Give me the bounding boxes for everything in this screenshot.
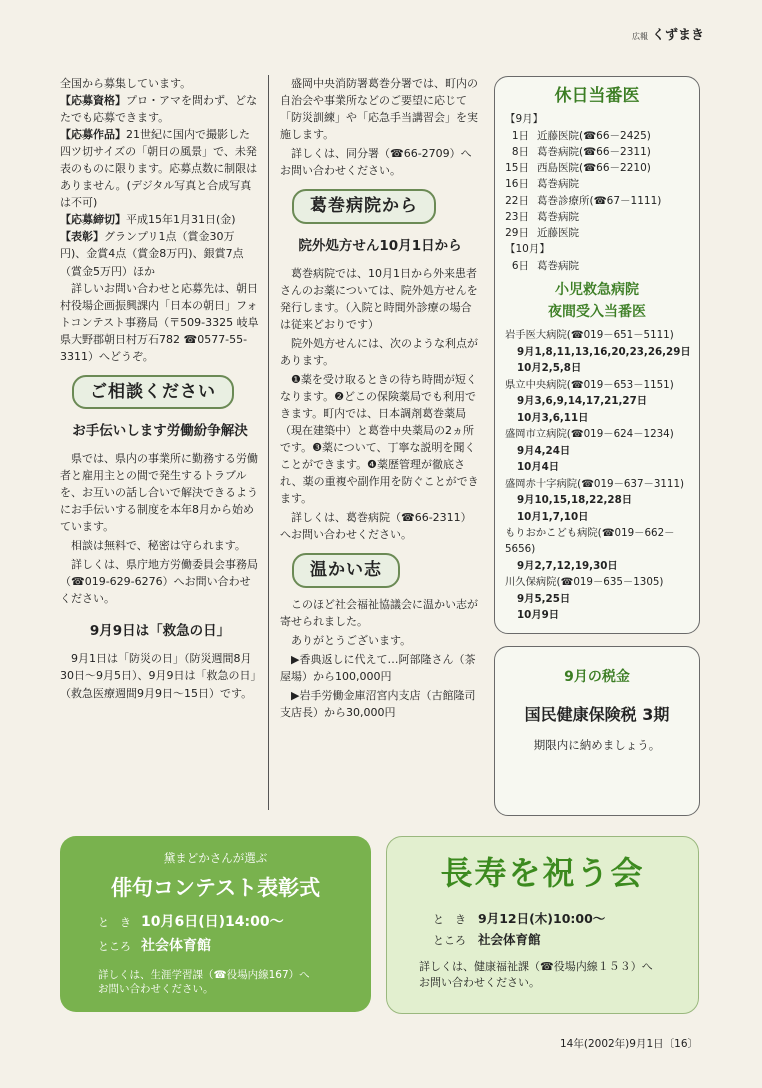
- column-divider: [268, 75, 269, 810]
- hospital-sep-dates: 9月1,8,11,13,16,20,23,26,29日: [517, 345, 691, 358]
- column-2: [280, 75, 480, 723]
- haiku-time-row: と き 10月6日(日)14:00～: [98, 914, 284, 931]
- bousai-paragraph: 詳しくは、同分署（☎66-2709）へお問い合わせください。: [280, 147, 472, 178]
- child-title-2: 夜間受入当番医: [548, 303, 646, 320]
- page-footer: 14年(2002年)9月1日〔16〕: [560, 1038, 698, 1050]
- hospital-sep-dates: 9月10,15,18,22,28日: [517, 494, 633, 507]
- contest-item: 【表彰】グランプリ1点（賞金30万円)、金賞4点（賞金8万円)、銀賞7点（賞金5万円）ほか: [60, 230, 244, 278]
- hospital-subheading: 院外処方せん10月1日から: [298, 237, 462, 254]
- duty-clinic: 葛巻病院: [537, 210, 579, 223]
- duty-clinic: 葛巻病院: [537, 259, 579, 272]
- duty-date: 1日: [511, 129, 529, 142]
- child-hospital: [495, 525, 699, 574]
- consult-paragraph: 詳しくは、県庁地方労働委員会事務局（☎019-629-6276）へお問い合わせください。: [60, 558, 258, 606]
- hospital-name: 盛岡市立病院(☎019－624－1234): [505, 428, 674, 441]
- duty-date: 8日: [511, 145, 529, 158]
- october-label: 【10月】: [505, 243, 550, 256]
- hospital-name: もりおかこども病院(☎019－662－5656): [505, 527, 675, 556]
- consult-heading: ご相談ください: [72, 375, 234, 409]
- hospital-name: 岩手医大病院(☎019－651－5111): [505, 329, 674, 342]
- duty-date: 29日: [505, 227, 529, 240]
- holiday-title: 休日当番医: [554, 86, 640, 106]
- hospital-oct-dates: 10月2,5,8日: [517, 362, 582, 375]
- haiku-note: 詳しくは、生涯学習課（☎役場内線167）へ お問い合わせください。: [98, 968, 310, 996]
- haiku-contest-box: [60, 836, 371, 1012]
- bousai-paragraph: 盛岡中央消防署葛巻分署では、町内の自治会や事業所などのご要望に応じて「防災訓練」や「応急手当講習会」を実施します。: [280, 77, 478, 142]
- warm-paragraph: このほど社会福祉協議会に温かい志が寄せられました。: [280, 597, 478, 628]
- longevity-place-row: ところ 社会体育館: [433, 931, 541, 947]
- hospital-oct-dates: 10月4日: [517, 461, 560, 474]
- masthead: [632, 26, 704, 46]
- warm-heading: 温かい志: [292, 553, 400, 587]
- haiku-place-row: ところ 社会体育館: [98, 938, 211, 955]
- kyukyu-paragraph: 9月1日は「防災の日」（防災週間8月30日～9月5日）、9月9日は「救急の日」（救急医療週間9月9日～15日）です。: [60, 652, 256, 700]
- child-hospital-list: [495, 327, 699, 623]
- tax-box: [494, 646, 700, 816]
- hospital-oct-dates: 10月9日: [517, 609, 560, 622]
- tax-note: 期限内に納めましょう。: [533, 738, 661, 753]
- longevity-note: 詳しくは、健康福祉課（☎役場内線１５３）へ お問い合わせください。: [419, 960, 653, 989]
- hospital-sep-dates: 9月5,25日: [517, 592, 571, 605]
- child-hospital: [495, 327, 699, 376]
- hospital-heading: 葛巻病院から: [292, 189, 436, 223]
- hospital-paragraph: ❶薬を受け取るときの待ち時間が短くなります。❷どこの保険薬局でも利用できます。町内では、日本調剤葛巻薬局（現在建築中）と葛巻中央薬局の2ヵ所です。❸薬について、丁寧な説明を聞くことができます。❹薬歴管理が徹底され、薬の重複や副作用を防ぐことができます。: [280, 372, 479, 506]
- duty-date: 6日: [511, 259, 529, 272]
- contest-contact: 詳しいお問い合わせと応募先は、朝日村役場企画振興課内「日本の朝日」フォトコンテスト事務局（〒509-3325 岐阜県大野郡朝日村万石782 ☎0577-55-3311）へどうぞ。: [60, 281, 259, 363]
- hospital-oct-dates: 10月3,6,11日: [517, 411, 589, 424]
- kyukyu-heading: 9月9日は「救急の日」: [89, 623, 231, 640]
- duty-row: [495, 160, 699, 176]
- hospital-name: 県立中央病院(☎019－653－1151): [505, 378, 674, 391]
- child-title-1: 小児救急病院: [555, 282, 639, 298]
- duty-row: [495, 225, 699, 241]
- longevity-title: 長寿を祝う会: [440, 854, 645, 892]
- hospital-paragraph: 院外処方せんには、次のような利点があります。: [280, 336, 478, 367]
- longevity-box: [386, 836, 699, 1014]
- hospital-name: 川久保病院(☎019－635－1305): [505, 576, 664, 589]
- tax-main: 国民健康保険税 3期: [524, 704, 670, 724]
- hospital-name: 盛岡赤十字病院(☎019－637－3111): [505, 477, 685, 490]
- warm-paragraph: ありがとうございます。: [291, 633, 412, 647]
- duty-row: [495, 209, 699, 225]
- hospital-sep-dates: 9月3,6,9,14,17,21,27日: [517, 395, 648, 408]
- september-list: [495, 128, 699, 242]
- duty-row: [495, 144, 699, 160]
- child-hospital: [495, 426, 699, 475]
- contest-item: 【応募締切】平成15年1月31日(金): [60, 213, 236, 227]
- warm-paragraph: ▶岩手労働金庫沼宮内支店（古館隆司支店長）から30,000円: [280, 688, 476, 719]
- consult-paragraph: 相談は無料で、秘密は守られます。: [71, 539, 246, 553]
- hospital-paragraph: 詳しくは、葛巻病院（☎66-2311）へお問い合わせください。: [280, 511, 472, 542]
- tax-title: 9月の税金: [564, 669, 630, 685]
- duty-clinic: 葛巻診療所(☎67－1111): [537, 194, 662, 207]
- child-hospital: [495, 476, 699, 525]
- consult-paragraph: 県では、県内の事業所に勤務する労働者と雇用主との間で発生するトラブルを、お互いの話し合いで解決できるようにお手伝いする制度を本年8月から始めています。: [60, 452, 258, 534]
- masthead-title: くずまき: [651, 28, 704, 43]
- holiday-doctor-box: [494, 76, 700, 634]
- hospital-sep-dates: 9月2,7,12,19,30日: [517, 559, 618, 572]
- haiku-top: 黛まどかさんが選ぶ: [163, 851, 268, 865]
- duty-row: [495, 176, 699, 192]
- duty-clinic: 葛巻病院: [537, 178, 579, 191]
- hospital-paragraph: 葛巻病院では、10月1日から外来患者さんのお薬については、院外処方せんを発行します。（入院と時間外診療の場合は従来どおりです）: [280, 266, 478, 331]
- duty-clinic: 近藤医院: [537, 227, 579, 240]
- duty-date: 15日: [505, 162, 529, 175]
- duty-clinic: 近藤医院(☎66－2425): [537, 129, 651, 142]
- duty-clinic: 葛巻病院(☎66－2311): [537, 145, 651, 158]
- duty-date: 22日: [505, 194, 529, 207]
- consult-subheading: お手伝いします労働紛争解決: [72, 423, 248, 440]
- duty-row: [495, 258, 699, 274]
- intro-line: 全国から募集しています。: [60, 77, 192, 90]
- october-list: [495, 258, 699, 274]
- child-hospital: [495, 574, 699, 623]
- duty-row: [495, 128, 699, 144]
- september-label: 【9月】: [505, 113, 544, 126]
- child-hospital: [495, 377, 699, 426]
- contest-item: 【応募作品】21世紀に国内で撮影した四ツ切サイズの「朝日の風景」で、未発表のものに限ります。応募点数に制限はありません。(デジタル写真と合成写真は不可): [60, 128, 258, 210]
- hospital-oct-dates: 10月1,7,10日: [517, 510, 589, 523]
- duty-clinic: 西島医院(☎66－2210): [537, 162, 651, 175]
- duty-date: 16日: [505, 178, 529, 191]
- duty-row: [495, 193, 699, 209]
- haiku-title: 俳句コンテスト表彰式: [110, 875, 321, 900]
- longevity-time-row: と き 9月12日(木)10:00～: [433, 910, 606, 926]
- contest-item: 【応募資格】プロ・アマを問わず、どなたでも応募できます。: [60, 94, 258, 125]
- hospital-sep-dates: 9月4,24日: [517, 444, 571, 457]
- warm-paragraph: ▶香典返しに代えて…阿部隆さん（茶屋場）から100,000円: [280, 652, 476, 683]
- duty-date: 23日: [505, 210, 529, 223]
- masthead-label: 広報: [631, 32, 648, 41]
- column-1: [60, 75, 260, 704]
